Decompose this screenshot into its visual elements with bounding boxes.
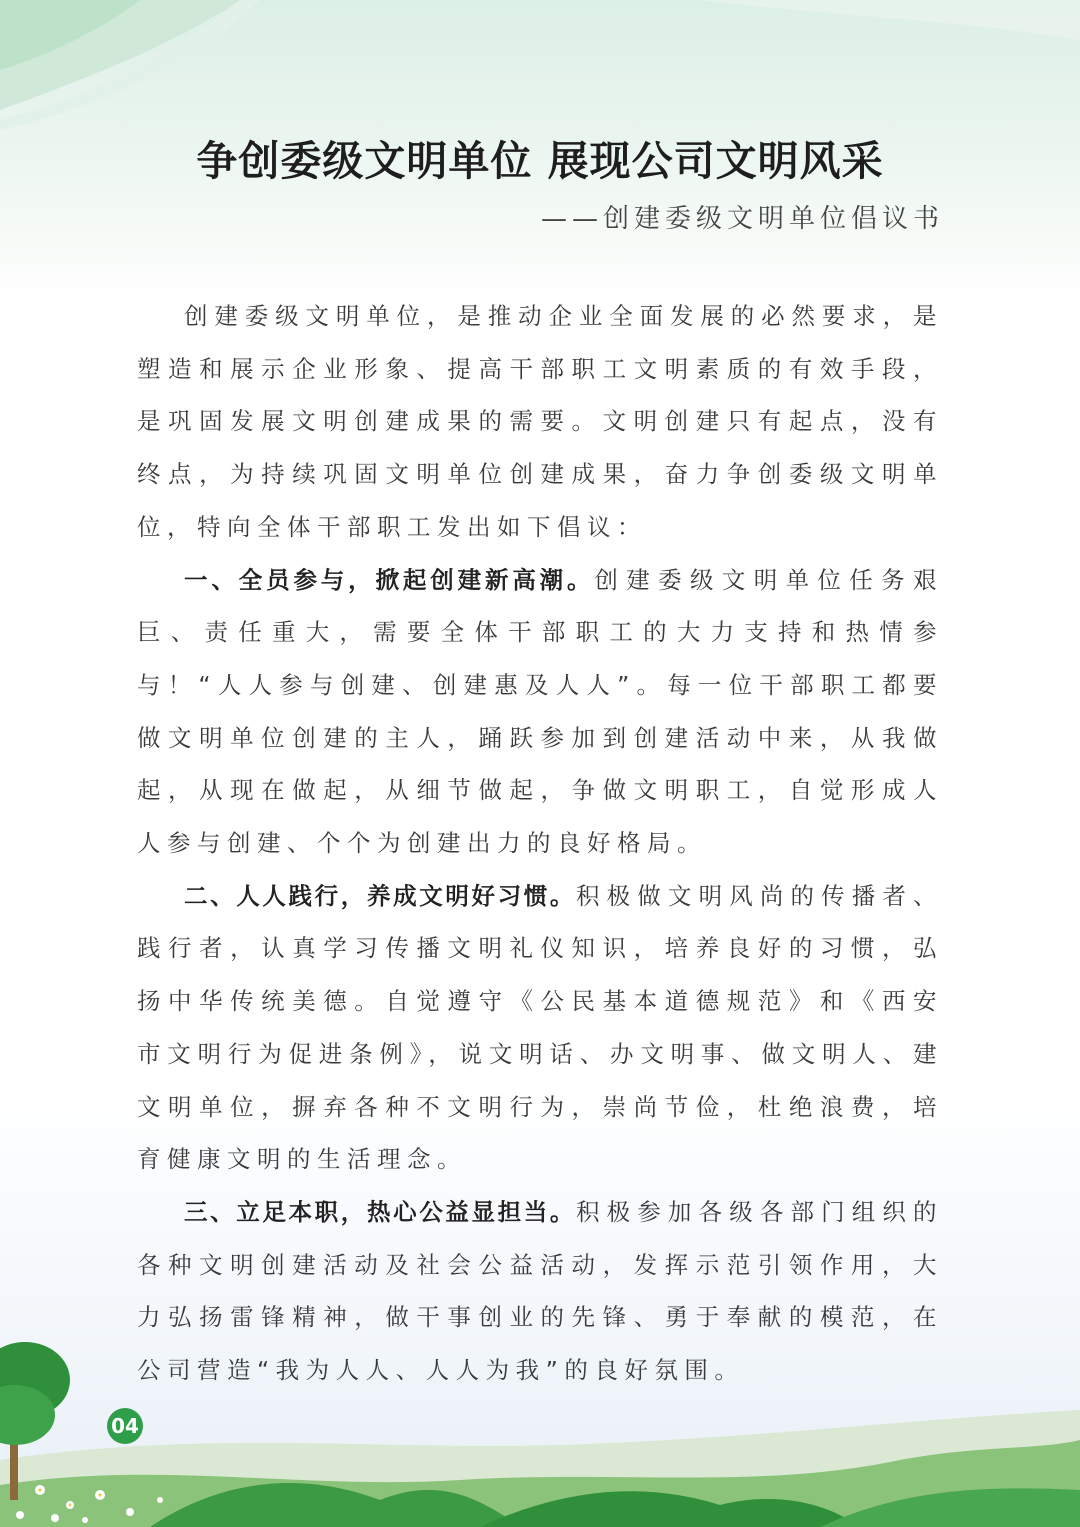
section-paragraph-2 — [137, 870, 943, 1186]
section-paragraph-1 — [137, 554, 943, 870]
section-heading-2: 二、人人践行，养成文明好习惯。 — [184, 881, 577, 910]
section-text-2: 积极做文明风尚的传播者、践行者，认真学习传播文明礼仪知识，培养良好的习惯，弘扬中华传统美德。自觉遵守《公民基本道德规范》和《西安市文明行为促进条例》，说文明话、办文明事、做文明人、建文明单位，摒弃各种不文明行为，崇尚节俭，杜绝浪费，培育健康文明的生活理念。 — [137, 881, 944, 1174]
landscape-decoration-icon — [0, 1340, 1080, 1527]
page-title: 争创委级文明单位 展现公司文明风采 — [196, 137, 884, 185]
intro-paragraph: 创建委级文明单位，是推动企业全面发展的必然要求，是塑造和展示企业形象、提高干部职工文明素质的有效手段，是巩固发展文明创建成果的需要。文明创建只有起点，没有终点，为持续巩固文明单位创建成果，奋力争创委级文明单位，特向全体干部职工发出如下倡议： — [137, 302, 943, 541]
section-text-3: 积极参加各级各部门组织的各种文明创建活动及社会公益活动，发挥示范引领作用，大力弘扬雷锋精神，做干事创业的先锋、勇于奉献的模范，在公司营造“我为人人、人人为我”的良好氛围。 — [137, 1197, 944, 1385]
section-heading-1: 一、全员参与，掀起创建新高潮。 — [184, 565, 595, 594]
page-number-badge: 04 — [107, 1408, 143, 1444]
document-body — [137, 290, 943, 1397]
page-subtitle: ——创建委级文明单位倡议书 — [540, 204, 944, 234]
section-heading-3: 三、立足本职，热心公益显担当。 — [184, 1197, 577, 1226]
section-text-1: 创建委级文明单位任务艰巨、责任重大，需要全体干部职工的大力支持和热情参与！“人人参与创建、创建惠及人人”。每一位干部职工都要做文明单位创建的主人，踊跃参加到创建活动中来，从我做起，从现在做起，从细节做起，争做文明职工，自觉形成人人参与创建、个个为创建出力的良好格局。 — [137, 565, 944, 858]
